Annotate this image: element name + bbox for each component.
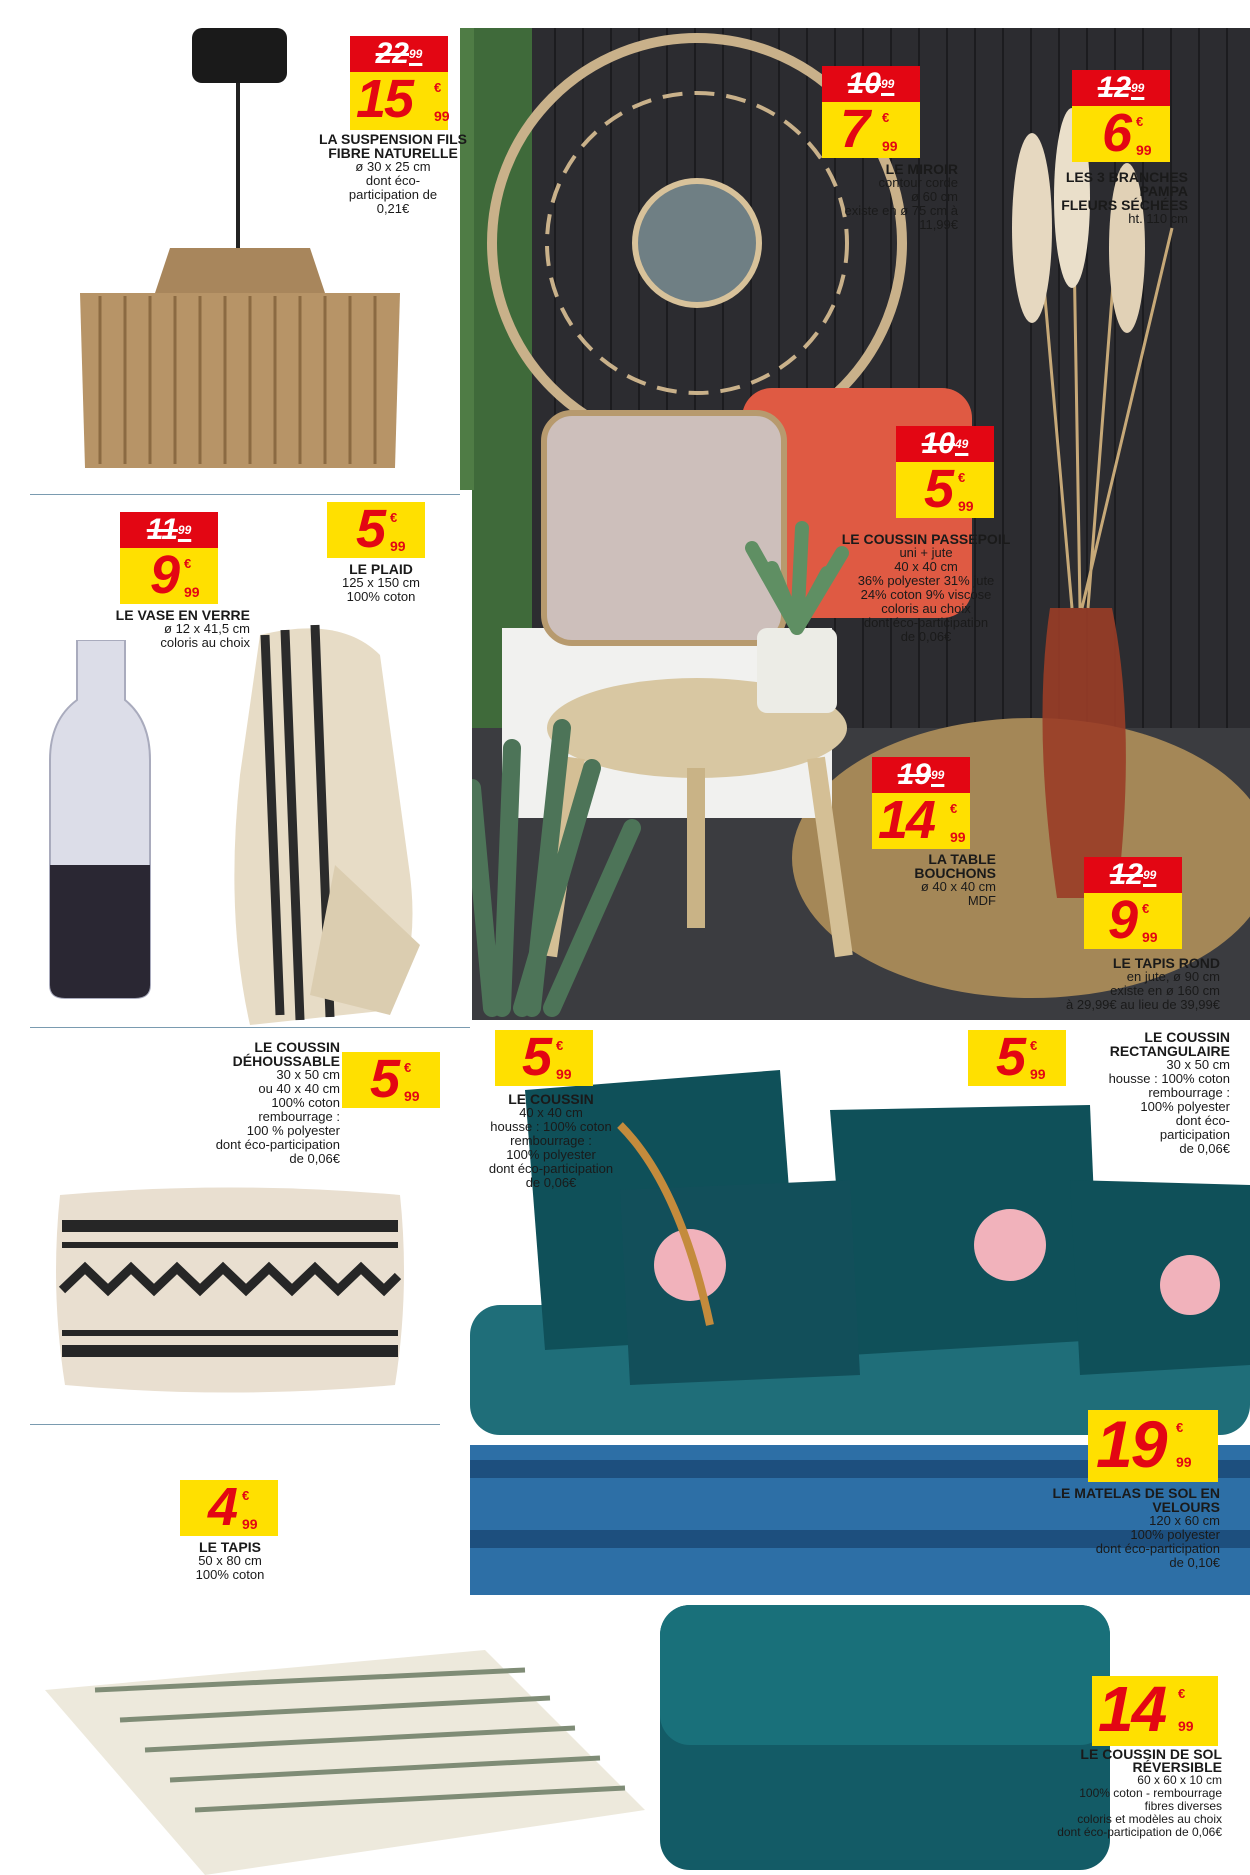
product-title: VELOURS bbox=[1152, 1499, 1220, 1515]
price-cents: 99 bbox=[1176, 1454, 1192, 1470]
product-detail: dont éco-participation de 0,06€ bbox=[1057, 1825, 1222, 1839]
price-cents: 99 bbox=[882, 138, 898, 154]
product-title: LE TAPIS bbox=[199, 1539, 261, 1555]
divider-3 bbox=[30, 1424, 440, 1425]
price-cents: 99 bbox=[404, 1088, 420, 1104]
product-detail: 30 x 50 cm bbox=[1166, 1057, 1230, 1072]
product-detail: dont éco-participation bbox=[488, 1161, 614, 1176]
tapis-description bbox=[170, 1540, 290, 1582]
old-price bbox=[822, 66, 920, 102]
product-detail: 24% coton 9% viscose bbox=[860, 587, 992, 602]
product-detail: fibres diverses bbox=[1144, 1799, 1222, 1813]
currency: € bbox=[184, 556, 192, 571]
product-detail: de 0,10€ bbox=[1169, 1555, 1220, 1570]
product-detail: 60 x 60 x 10 cm bbox=[1137, 1773, 1222, 1787]
product-detail: participation de bbox=[348, 187, 438, 202]
product-title: LE TAPIS ROND bbox=[1112, 955, 1220, 971]
striped-cushion-photo bbox=[50, 1180, 410, 1400]
price-cents: 99 bbox=[390, 538, 406, 554]
price-integer: 5 bbox=[356, 499, 385, 559]
suspension-description bbox=[318, 132, 468, 216]
product-detail: de 0,06€ bbox=[1179, 1141, 1230, 1156]
product-title: LE COUSSIN DE SOL bbox=[1080, 1746, 1222, 1762]
product-detail: MDF bbox=[967, 893, 996, 908]
currency: € bbox=[1178, 1686, 1186, 1701]
product-detail: ø 40 x 40 cm bbox=[920, 879, 996, 894]
product-detail: rembourrage : bbox=[258, 1109, 340, 1124]
product-detail: 100% coton bbox=[271, 1095, 340, 1110]
price-cents: 99 bbox=[242, 1516, 258, 1532]
old-price-cents: 99 bbox=[409, 47, 423, 61]
price-integer: 9 bbox=[150, 545, 179, 605]
old-price bbox=[350, 36, 448, 72]
price bbox=[924, 458, 974, 520]
product-detail: ø 30 x 25 cm bbox=[355, 159, 431, 174]
plaid-description bbox=[326, 562, 436, 604]
product-detail: uni + jute bbox=[899, 545, 953, 560]
product-detail: à 29,99€ au lieu de 39,99€ bbox=[1066, 997, 1220, 1012]
old-price-cents: 99 bbox=[1143, 868, 1157, 882]
product-detail: 100% polyester bbox=[1140, 1099, 1230, 1114]
price bbox=[522, 1026, 572, 1088]
price-cents: 99 bbox=[1030, 1066, 1046, 1082]
price bbox=[1096, 1406, 1192, 1482]
price bbox=[1098, 1672, 1194, 1746]
product-detail: coloris au choix bbox=[160, 635, 250, 650]
product-detail: 30 x 50 cm bbox=[276, 1067, 340, 1082]
product-detail: existe en ø 160 cm bbox=[1110, 983, 1220, 998]
vase-description bbox=[100, 608, 250, 650]
currency: € bbox=[950, 801, 958, 816]
product-detail: 40 x 40 cm bbox=[894, 559, 958, 574]
old-price bbox=[896, 426, 994, 462]
price bbox=[356, 498, 406, 560]
currency: € bbox=[1030, 1038, 1038, 1053]
product-detail: de 0,06€ bbox=[525, 1175, 577, 1190]
garden-strip bbox=[460, 28, 474, 490]
product-detail: coloris et modèles au choix bbox=[1077, 1812, 1222, 1826]
passepoil-description bbox=[826, 532, 1026, 644]
old-price bbox=[1072, 70, 1170, 106]
product-detail: dont éco-participation bbox=[215, 1137, 340, 1152]
product-detail: 125 x 150 cm bbox=[341, 575, 421, 590]
price-cents: 99 bbox=[1136, 142, 1152, 158]
price-integer: 7 bbox=[840, 99, 869, 159]
currency: € bbox=[882, 110, 890, 125]
price-cents: 99 bbox=[958, 498, 974, 514]
old-price-value: 12 bbox=[1109, 858, 1143, 891]
product-detail: 100% polyester bbox=[506, 1147, 596, 1162]
product-detail: 40 x 40 cm bbox=[519, 1105, 583, 1120]
price bbox=[356, 68, 450, 130]
price bbox=[208, 1476, 258, 1538]
price bbox=[150, 544, 200, 606]
currency: € bbox=[1136, 114, 1144, 129]
product-title: LE MIROIR bbox=[885, 161, 958, 177]
old-price bbox=[1084, 857, 1182, 893]
price-integer: 15 bbox=[356, 69, 413, 129]
price bbox=[1108, 889, 1158, 951]
product-detail: 36% polyester 31% jute bbox=[857, 573, 995, 588]
product-title: RECTANGULAIRE bbox=[1109, 1043, 1230, 1059]
miroir-description bbox=[808, 162, 958, 232]
price-integer: 14 bbox=[1098, 1673, 1166, 1745]
product-detail: contour corde bbox=[878, 175, 958, 190]
price bbox=[878, 789, 966, 851]
product-detail: dont éco-participation bbox=[1095, 1541, 1220, 1556]
product-detail: housse : 100% coton bbox=[490, 1119, 612, 1134]
product-title: LE MATELAS DE SOL EN bbox=[1052, 1485, 1220, 1501]
currency: € bbox=[390, 510, 398, 525]
product-detail: 100% coton bbox=[346, 589, 416, 604]
product-title: LE COUSSIN bbox=[1144, 1029, 1230, 1045]
old-price-value: 10 bbox=[847, 67, 881, 100]
product-detail: 100% coton - rembourrage bbox=[1079, 1786, 1222, 1800]
price-integer: 5 bbox=[996, 1027, 1025, 1087]
product-detail: 0,21€ bbox=[376, 201, 410, 216]
product-title: DÉHOUSSABLE bbox=[232, 1053, 340, 1069]
price-integer: 14 bbox=[878, 790, 935, 850]
price-cents: 99 bbox=[1142, 929, 1158, 945]
product-detail: 120 x 60 cm bbox=[1149, 1513, 1220, 1528]
product-title: LA SUSPENSION FILS bbox=[318, 131, 468, 147]
price-cents: 99 bbox=[1178, 1718, 1194, 1734]
price-cents: 99 bbox=[434, 108, 450, 124]
product-detail: coloris au choix bbox=[881, 601, 971, 616]
currency: € bbox=[556, 1038, 564, 1053]
currency: € bbox=[434, 80, 442, 95]
product-title: LES 3 BRANCHES bbox=[1065, 169, 1188, 185]
price-box bbox=[822, 102, 920, 158]
divider-1 bbox=[30, 494, 460, 495]
product-detail: 50 x 80 cm bbox=[198, 1553, 262, 1568]
product-detail: 100% coton bbox=[195, 1567, 265, 1582]
old-price-cents: 49 bbox=[955, 437, 969, 451]
matelas-description bbox=[1030, 1486, 1220, 1570]
product-title: LE COUSSIN bbox=[254, 1039, 340, 1055]
currency: € bbox=[404, 1060, 412, 1075]
coussin-description bbox=[476, 1092, 626, 1190]
product-title: LE VASE EN VERRE bbox=[115, 607, 250, 623]
product-detail: dont éco- bbox=[1175, 1113, 1230, 1128]
product-title: LE PLAID bbox=[349, 561, 413, 577]
price-integer: 9 bbox=[1108, 890, 1137, 950]
price-integer: 6 bbox=[1102, 103, 1131, 163]
coussin-dehoussable-description bbox=[200, 1040, 340, 1166]
product-detail: housse : 100% coton bbox=[1108, 1071, 1230, 1086]
price bbox=[840, 98, 898, 160]
old-price-value: 10 bbox=[921, 427, 955, 460]
product-detail: rembourrage : bbox=[1148, 1085, 1230, 1100]
product-detail: de 0,06€ bbox=[900, 629, 952, 644]
coussin-rect-description bbox=[1080, 1030, 1230, 1156]
old-price-value: 19 bbox=[897, 758, 931, 791]
coussin-sol-description bbox=[1000, 1748, 1222, 1839]
product-title: FLEURS SÉCHÉES bbox=[1061, 197, 1188, 213]
product-title: RÉVERSIBLE bbox=[1132, 1759, 1222, 1775]
product-title: LE COUSSIN bbox=[508, 1091, 594, 1107]
price-integer: 19 bbox=[1096, 1407, 1166, 1481]
price bbox=[1102, 102, 1152, 164]
old-price-cents: 99 bbox=[177, 523, 192, 537]
product-detail: 100 % polyester bbox=[246, 1123, 340, 1138]
price-integer: 5 bbox=[370, 1049, 399, 1109]
old-price-value: 22 bbox=[375, 37, 409, 70]
product-title: LA TABLE BOUCHONS bbox=[914, 851, 996, 881]
table-description bbox=[846, 852, 996, 908]
currency: € bbox=[958, 470, 966, 485]
old-price bbox=[872, 757, 970, 793]
product-detail: ø 60 cm bbox=[911, 189, 958, 204]
currency: € bbox=[1176, 1420, 1184, 1435]
product-detail: ø 12 x 41,5 cm bbox=[164, 621, 250, 636]
product-detail: participation bbox=[1159, 1127, 1230, 1142]
old-price-value: 12 bbox=[1097, 71, 1131, 104]
product-detail: rembourrage : bbox=[510, 1133, 592, 1148]
vase-photo bbox=[35, 640, 165, 1000]
divider-2 bbox=[30, 1027, 470, 1028]
tapis-rond-description bbox=[1010, 956, 1220, 1012]
price-integer: 5 bbox=[522, 1027, 551, 1087]
product-detail: 100% polyester bbox=[1130, 1527, 1220, 1542]
old-price-cents: 99 bbox=[1131, 81, 1145, 95]
currency: € bbox=[242, 1488, 250, 1503]
price-integer: 5 bbox=[924, 459, 953, 519]
product-title: FIBRE NATURELLE bbox=[328, 145, 458, 161]
currency: € bbox=[1142, 901, 1150, 916]
product-detail: existe en ø 75 cm à 11,99€ bbox=[844, 203, 958, 232]
price-cents: 99 bbox=[556, 1066, 572, 1082]
product-title: PAMPA bbox=[1139, 183, 1188, 199]
product-detail: ht. 110 cm bbox=[1128, 211, 1188, 226]
price-integer: 4 bbox=[208, 1477, 237, 1537]
product-detail: en jute, ø 90 cm bbox=[1126, 969, 1220, 984]
old-price-cents: 99 bbox=[931, 768, 945, 782]
product-detail: de 0,06€ bbox=[289, 1151, 340, 1166]
old-price-cents: 99 bbox=[881, 77, 895, 91]
old-price bbox=[120, 512, 218, 548]
price-cents: 99 bbox=[950, 829, 966, 845]
price-cents: 99 bbox=[184, 584, 200, 600]
product-detail: ou 40 x 40 cm bbox=[258, 1081, 340, 1096]
plaid-photo bbox=[220, 615, 460, 1030]
product-detail: dont éco-participation bbox=[863, 615, 989, 630]
old-price-value: 11 bbox=[146, 513, 178, 546]
price bbox=[370, 1048, 420, 1110]
product-title: LE COUSSIN PASSEPOIL bbox=[841, 531, 1011, 547]
product-detail: dont éco- bbox=[365, 173, 421, 188]
price bbox=[996, 1026, 1046, 1088]
pampa-description bbox=[1058, 170, 1188, 226]
